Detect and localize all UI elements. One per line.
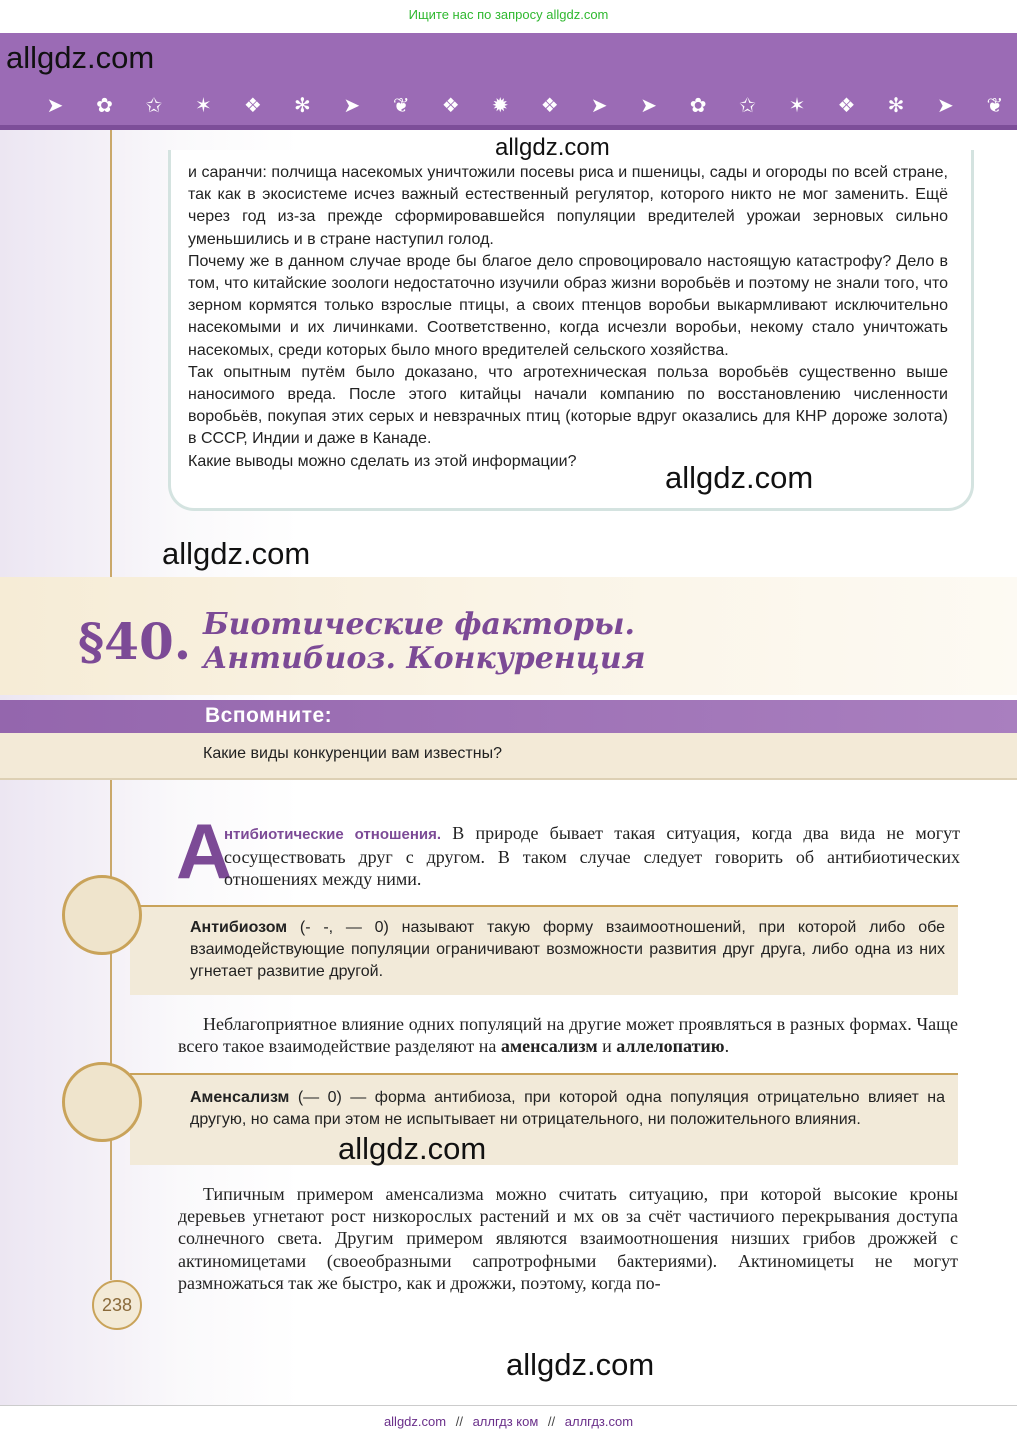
margin-rule xyxy=(110,130,112,580)
horse-icon: ❖ xyxy=(540,94,559,117)
watermark: allgdz.com xyxy=(495,134,610,161)
watermark: allgdz.com xyxy=(6,40,155,75)
top-search-text[interactable]: Ищите нас по запросу allgdz.com xyxy=(408,7,609,22)
page-number: 238 xyxy=(92,1280,142,1330)
definition-term: Аменсализм xyxy=(190,1089,290,1106)
info-box-text xyxy=(188,162,948,473)
leaping-animal-icon: ✻ xyxy=(887,94,905,117)
intro-lead: нтибиотические отношения. xyxy=(224,826,442,843)
footer-separator: // xyxy=(547,1414,556,1429)
definition-antibiosis xyxy=(190,917,945,984)
section-title xyxy=(203,608,646,676)
bird-icon: ➤ xyxy=(937,94,954,117)
bird-icon: ➤ xyxy=(46,94,64,117)
spiral-ornament-icon xyxy=(62,875,142,955)
definition-amensalism xyxy=(190,1087,945,1131)
footer-links xyxy=(0,1414,1017,1429)
para-text: . xyxy=(724,1036,730,1057)
intro-text: В природе бывает такая ситуация, когда два вида не могут сосуществовать друг с другом. В таком случае следует говорить об антибиотических отношениях между ними. xyxy=(224,823,961,890)
para-text: Неблагоприятное влияние одних популяций на другие может проявляться в разных формах. Чаще всего такое взаимодействие разделяют на xyxy=(178,1014,958,1057)
definition-term: Антибиозом xyxy=(190,919,288,936)
watermark: allgdz.com xyxy=(506,1347,655,1382)
para-text: и xyxy=(597,1036,617,1057)
footer-separator: // xyxy=(455,1414,463,1429)
recall-question: Какие виды конкуренции вам известны? xyxy=(203,745,502,762)
spiral-ornament-icon xyxy=(62,1062,142,1142)
beast-icon: ❖ xyxy=(837,94,856,117)
insect-icon: ✶ xyxy=(195,94,212,117)
recall-question-band xyxy=(0,733,1017,780)
info-paragraph: и саранчи: полчища насекомых уничтожили посевы риса и пшеницы, сады и огороды по всей стране, так как в экосистеме исчез важный естественный регулятор, которого никто не мог заменить. Ещё через год из-за прежде сформировавшейся популяции вредителей урожаи зерновых сильно уменьшились и в стране наступил голод. xyxy=(188,164,948,248)
animal-ornament-row xyxy=(40,90,1010,120)
section-title-line: Антибиоз. Конкуренция xyxy=(203,641,646,676)
term-amensalism: аменсализм xyxy=(500,1036,598,1057)
footer-link[interactable]: аллгдз.com xyxy=(564,1414,634,1429)
leaping-animal-icon: ✻ xyxy=(293,94,311,117)
recall-label: Вспомните: xyxy=(205,704,333,727)
footer-link[interactable]: аллгдз ком xyxy=(472,1414,539,1429)
recall-bar xyxy=(0,700,1017,733)
flying-bird-icon: ➤ xyxy=(590,94,608,117)
section-number: §40. xyxy=(78,612,192,671)
intro-paragraph xyxy=(224,822,960,891)
beast-icon: ❖ xyxy=(243,94,262,117)
watermark: allgdz.com xyxy=(338,1131,487,1166)
info-paragraph: Так опытным путём было доказано, что агротехническая польза воробьёв существенно выше наносимого вреда. После этого китайцы начали компанию по восстановлению численности воробьёв, покупая этих серых и невзрачных птиц (которые вдруг оказались для КНР дороже золота) в СССР, Индии и даже в Канаде. xyxy=(188,363,948,448)
footer-link[interactable]: allgdz.com xyxy=(383,1414,447,1429)
butterfly-icon: ❦ xyxy=(986,94,1004,117)
watermark: allgdz.com xyxy=(665,460,814,495)
body-paragraph: Типичным примером аменсализма можно считать ситуацию, при которой высокие кроны деревьев угнетают рост низкорослых растений и мх ов за счёт частичиого перекрывания доступа солнечного света. Другим примером являются взаимоотношения низших грибов дрожжей с актиномицетами (своеобразными сапротрофными бактериями). Актиномицеты не могут размножаться так же быстро, как и дрожжи, поэтому, когда по- xyxy=(178,1184,958,1293)
boar-icon: ❖ xyxy=(441,94,460,117)
figure-icon: ✩ xyxy=(145,94,163,117)
info-paragraph: Почему же в данном случае вроде бы благое дело спровоцировало настоящую катастрофу? Дело в том, что китайские зоологи недостаточно изучили образ жизни воробьёв и поэтому не знали того, что зерном кормятся только взрослые птицы, а своих птенцов воробьи выкармливают исключительно насекомыми и их личинками. Соответственно, когда исчезли воробьи, некому стало уничтожать насекомых, среди которых было много вредителей сельского хозяйства. xyxy=(188,252,948,359)
margin-rule xyxy=(110,780,112,1280)
footer-divider xyxy=(0,1405,1017,1406)
figure-icon: ✩ xyxy=(739,94,756,117)
butterfly-icon: ❦ xyxy=(392,94,410,117)
drop-cap: А xyxy=(176,807,233,895)
watermark: allgdz.com xyxy=(162,536,311,571)
definition-body: (— 0) — форма антибиоза, при которой одна популяция отрицательно влияет на другую, но сама при этом не испытывает ни отрицательного, ни положительного влияния. xyxy=(190,1089,945,1129)
scorpion-icon: ✹ xyxy=(491,94,509,117)
definition-body: (- -, — 0) называют такую форму взаимоотношений, при которой либо обе взаимодействующие популяции ограничивают возможности развития друг друга, либо одна из них угнетает развитие другой. xyxy=(190,919,945,981)
term-allelopathy: аллелопатию xyxy=(616,1036,725,1057)
info-question: Какие выводы можно сделать из этой информации? xyxy=(188,452,577,470)
body-paragraph xyxy=(178,1013,958,1057)
bird-icon: ➤ xyxy=(343,94,361,117)
fish-icon: ➤ xyxy=(640,94,657,117)
insect-icon: ✶ xyxy=(788,94,806,117)
lizard-icon: ✿ xyxy=(689,94,707,117)
lizard-icon: ✿ xyxy=(96,94,113,117)
section-title-line: Биотические факторы. xyxy=(203,607,635,642)
